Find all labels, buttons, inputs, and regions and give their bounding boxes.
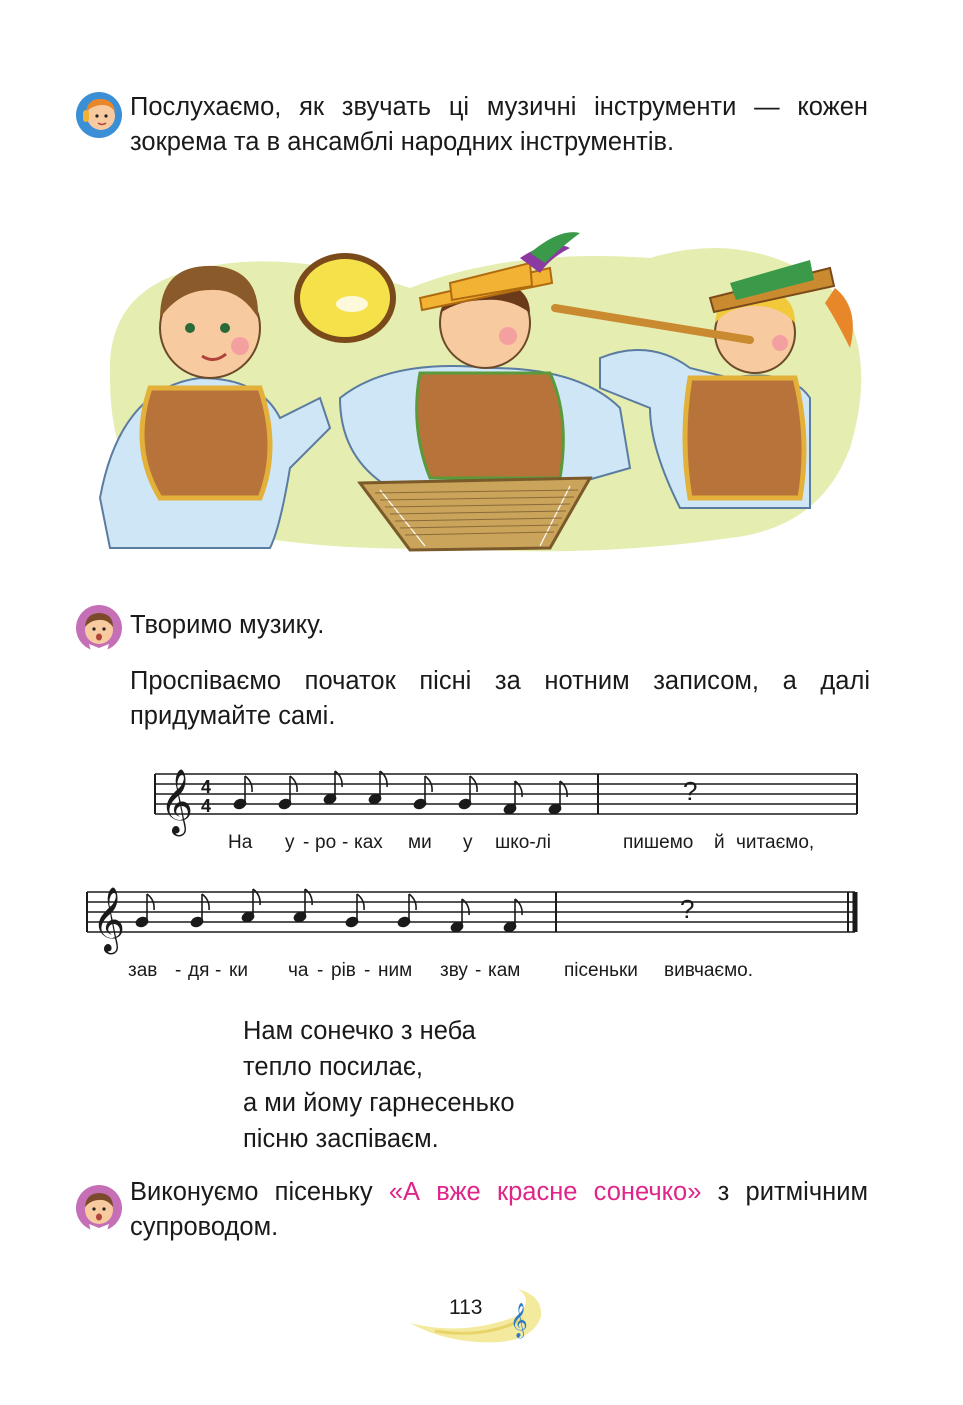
treble-clef-icon: 𝄞: [160, 769, 194, 834]
note-group-line1: [233, 771, 567, 815]
note: [503, 781, 522, 815]
section3-text-after: з ритмічним супроводом.: [130, 1178, 868, 1241]
music-staff-line2: [82, 878, 862, 958]
note: [397, 894, 416, 928]
note: [413, 776, 432, 810]
treble-clef-moon-icon: 𝄞: [510, 1303, 528, 1338]
note: [190, 894, 209, 928]
question-mark: ?: [680, 894, 695, 924]
poem-line: а ми йому гарнесенько: [243, 1089, 515, 1117]
poem-line: тепло посилає,: [243, 1053, 423, 1081]
folk-ensemble-illustration: [90, 228, 870, 568]
section3-text: [130, 1175, 868, 1245]
note: [345, 894, 364, 928]
note-group-line2: [135, 889, 522, 933]
note: [548, 781, 567, 815]
lyrics-line2: зав - дя - ки ча - рів - ним зву - кам пісеньки вивчаємо.: [128, 960, 754, 981]
note: [450, 899, 469, 933]
note: [503, 899, 522, 933]
note: [278, 776, 297, 810]
music-staff-line1: [150, 760, 860, 840]
listening-child-headphones-icon: [74, 90, 124, 140]
note: [368, 771, 387, 805]
note: [241, 889, 260, 923]
song-title-link[interactable]: «А вже красне сонечко»: [388, 1178, 702, 1206]
note: [458, 776, 477, 810]
singing-boy-icon: [74, 1183, 124, 1233]
page-number: 113: [449, 1296, 483, 1319]
time-signature-top: 4: [201, 777, 212, 797]
poem-line: Нам сонечко з неба: [243, 1017, 476, 1045]
section2-instruction: Проспіваємо початок пісні за нотним записом, а далі придумайте самі.: [130, 667, 870, 730]
note: [233, 776, 252, 810]
note: [135, 894, 154, 928]
section2-heading: Творимо музику.: [130, 611, 325, 639]
question-mark: ?: [683, 776, 698, 806]
section1-text: Послухаємо, як звучать ці музичні інструменти — кожен зокрема та в ансамблі народних інструментів.: [130, 93, 868, 156]
note: [293, 889, 312, 923]
treble-clef-icon: 𝄞: [92, 887, 126, 952]
time-signature-bottom: 4: [201, 796, 212, 816]
poem: [243, 1013, 515, 1157]
poem-line: пісню заспіваєм.: [243, 1125, 439, 1153]
lyrics-line1: На у - ро - ках ми у шко-лі пишемо й читаємо,: [228, 832, 815, 853]
singing-boy-icon: [74, 603, 124, 653]
note: [323, 771, 342, 805]
section3-text-before: Виконуємо пісеньку: [130, 1178, 373, 1206]
